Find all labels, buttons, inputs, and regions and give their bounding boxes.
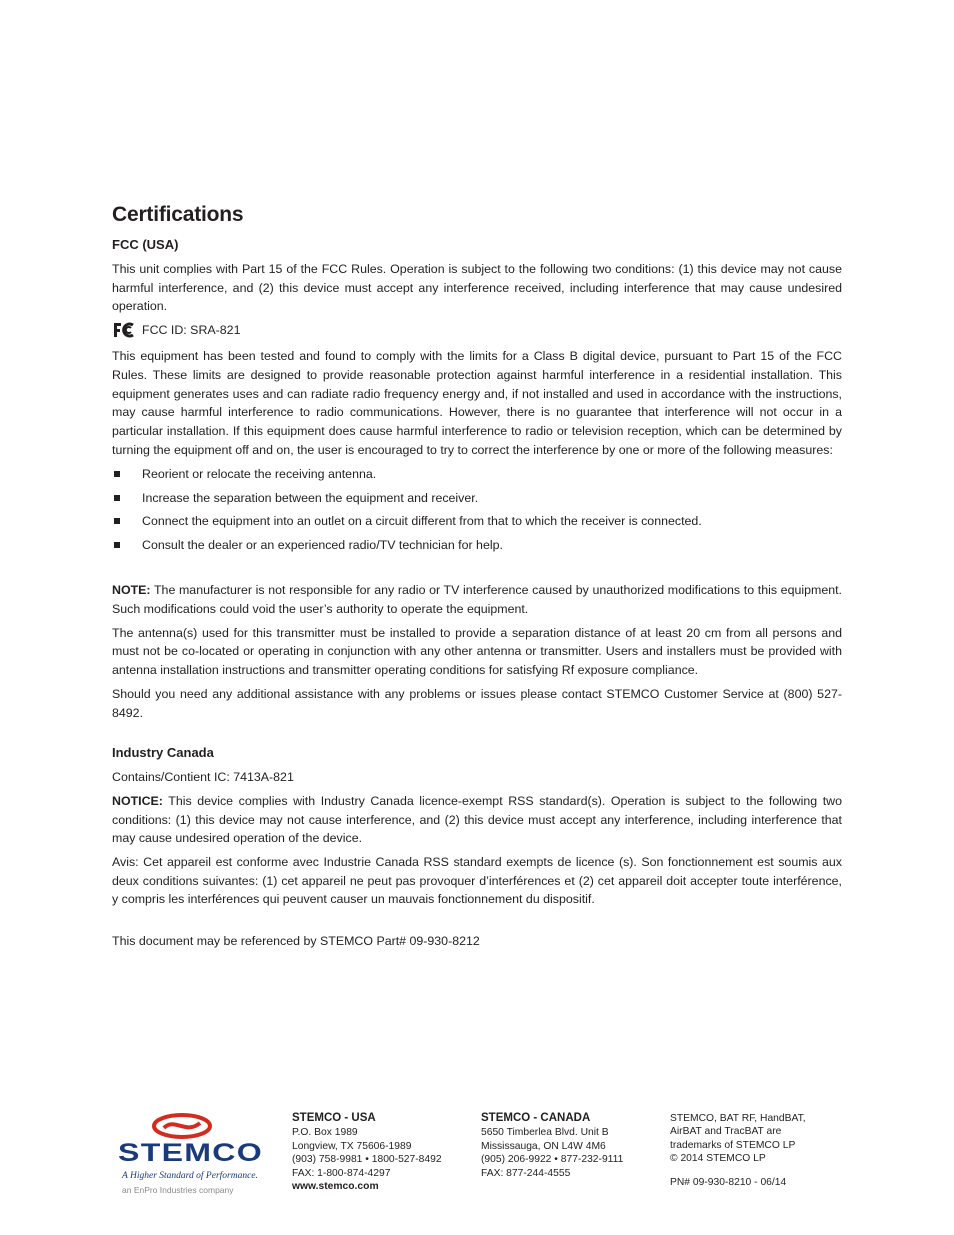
logo-tagline: A Higher Standard of Performance.	[122, 1171, 258, 1181]
list-item: Connect the equipment into an outlet on a circuit different from that to which the receiver is connected.	[112, 512, 842, 530]
antenna-paragraph: The antenna(s) used for this transmitter must be installed to provide a separation distance of at least 20 cm from all persons and must not be co-located or operating in conjunction with any other antenna or transmitter. Users and installers must be provided with antenna installation instructions and transmitter operating conditions for satisfying Rf exposure compliance.	[112, 625, 842, 678]
note-paragraph	[112, 581, 842, 618]
fcc-id-line	[112, 321, 842, 339]
usa-heading: STEMCO - USA	[292, 1112, 376, 1124]
stemco-canada-address	[481, 1111, 623, 1180]
usa-line: FAX: 1-800-874-4297	[292, 1167, 391, 1179]
reference-line: This document may be referenced by STEMCO Part# 09-930-8212	[112, 934, 480, 949]
usa-line: (903) 758-9981 • 1800-527-8492	[292, 1154, 442, 1166]
notice-text: This device complies with Industry Canada licence-exempt RSS standard(s). Operation is subject to the following two conditions: (1) this device may not cause interference, and (2) this device must accept any interference, including interference that may cause undesired operation of the device.	[112, 793, 842, 846]
bullet-square-icon	[114, 542, 120, 548]
trademark-line: STEMCO, BAT RF, HandBAT,	[670, 1113, 806, 1124]
fcc-logo-icon	[112, 321, 136, 339]
list-item: Consult the dealer or an experienced radio/TV technician for help.	[112, 536, 842, 554]
canada-line: FAX: 877-244-4555	[481, 1167, 571, 1179]
fcc-heading: FCC (USA)	[112, 237, 179, 252]
notice-label: NOTICE:	[112, 793, 163, 808]
part-number: PN# 09-930-8210 - 06/14	[670, 1176, 787, 1188]
industry-canada-heading: Industry Canada	[112, 745, 214, 761]
stemco-usa-address	[292, 1111, 442, 1194]
footer	[0, 1111, 954, 1201]
note-label: NOTE:	[112, 583, 151, 598]
fcc-class-b-paragraph: This equipment has been tested and found to comply with the limits for a Class B digital device, pursuant to Part 15 of the FCC Rules. These limits are designed to provide reasonable protection against harmful interference in a residential installation. This equipment generates uses and can radiate radio frequency energy and, if not installed and used in accordance with the instructions, may cause harmful interference to radio communications. However, there is no guarantee that interference will not occur in a particular installation. If this equipment does cause harmful interference to radio or television reception, which can be determined by turning the equipment off and on, the user is encouraged to try to correct the interference by one or more of the following measures:	[112, 349, 842, 457]
ic-id-line: Contains/Contient IC: 7413A-821	[112, 770, 294, 785]
logo-brand: STEMCO	[118, 1139, 263, 1167]
list-item: Reorient or relocate the receiving antenna.	[112, 465, 842, 483]
list-item: Increase the separation between the equipment and receiver.	[112, 489, 842, 507]
notice-paragraph	[112, 792, 842, 848]
stemco-logo	[116, 1111, 268, 1197]
note-text: The manufacturer is not responsible for any radio or TV interference caused by unauthorized modifications to this equipment. Such modifications could void the user’s authority to operate the equipment.	[112, 583, 842, 617]
canada-line: (905) 206-9922 • 877-232-9111	[481, 1154, 624, 1166]
certifications-section	[112, 203, 842, 956]
page-title: Certifications	[112, 203, 244, 226]
canada-heading: STEMCO - CANADA	[481, 1112, 591, 1124]
canada-line: 5650 Timberlea Blvd. Unit B	[481, 1127, 609, 1138]
usa-line: Longview, TX 75606-1989	[292, 1140, 412, 1152]
logo-parent-company: an EnPro Industries company	[122, 1185, 234, 1195]
trademark-notice	[670, 1112, 806, 1189]
canada-line: Mississauga, ON L4W 4M6	[481, 1140, 606, 1152]
bullet-square-icon	[114, 495, 120, 501]
avis-paragraph: Avis: Cet appareil est conforme avec Industrie Canada RSS standard exempts de licence (s). Son fonctionnement est soumis aux deux conditions suivantes: (1) cet appareil ne peut pas provoquer d’interférences et (2) cet appareil doit accepter toute interférence, y compris les interférences qui peuvent causer un mauvais fonctionnement du dispositif.	[112, 855, 842, 907]
trademark-line: AirBAT and TracBAT are	[670, 1126, 782, 1138]
usa-line: P.O. Box 1989	[292, 1127, 358, 1138]
trademark-line: trademarks of STEMCO LP	[670, 1139, 796, 1151]
measures-list	[112, 465, 842, 554]
assistance-paragraph: Should you need any additional assistance with any problems or issues please contact STEMCO Customer Service at (800) 527-8492.	[112, 686, 842, 720]
bullet-square-icon	[114, 471, 120, 477]
fcc-id: FCC ID: SRA-821	[142, 323, 241, 338]
bullet-square-icon	[114, 518, 120, 524]
website-link[interactable]: www.stemco.com	[292, 1181, 379, 1193]
copyright-line: © 2014 STEMCO LP	[670, 1153, 766, 1165]
fcc-compliance-paragraph: This unit complies with Part 15 of the FCC Rules. Operation is subject to the following two conditions: (1) this device may not cause harmful interference, and (2) this device must accept any interference received, including interference that may cause undesired operation.	[112, 262, 842, 314]
